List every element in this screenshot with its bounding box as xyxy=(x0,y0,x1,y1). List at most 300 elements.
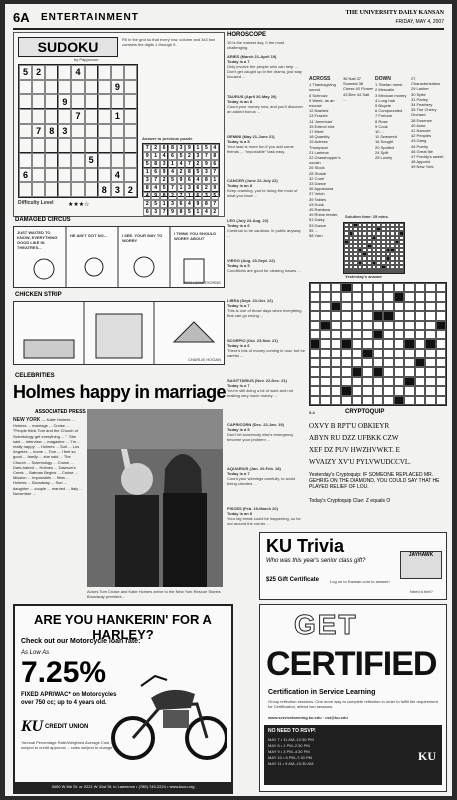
clue: 20 Spoiled xyxy=(375,144,394,150)
crossword-cell xyxy=(362,396,372,405)
horoscope-title: HOROSCOPE xyxy=(227,32,267,38)
answer-cell: 2 xyxy=(185,152,193,160)
crossword-cell xyxy=(310,321,320,330)
comic-balloon-1: JUST WAITED TO KNOW, EVERYTHING GOOD LIKE IN THEATRES... xyxy=(17,230,58,250)
crossword-cell xyxy=(394,330,404,339)
clue: 5 Bicycle xyxy=(375,103,392,109)
clue: 2 Mescalin xyxy=(375,87,395,93)
clue: 42 Peoples xyxy=(411,133,432,139)
sudoku-cell xyxy=(19,153,32,168)
answer-cell: 2 xyxy=(202,184,210,192)
sudoku-cell xyxy=(71,138,84,153)
crossword-cell xyxy=(425,339,435,348)
crossword-cell xyxy=(415,386,425,395)
crossword-cell xyxy=(404,358,414,367)
crossword-cell xyxy=(383,283,393,292)
sudoku-box xyxy=(13,32,225,217)
down-clues-2 xyxy=(411,76,445,266)
ku-trivia-ad[interactable] xyxy=(259,532,447,600)
sign-rating: Today is a 7 xyxy=(227,59,250,64)
answer-cell: 5 xyxy=(202,144,210,152)
crossword-cell xyxy=(436,321,446,330)
crossword-cell xyxy=(404,339,414,348)
answer-cell: 7 xyxy=(185,160,193,168)
crossword-cell xyxy=(399,271,404,273)
answer-cell: 7 xyxy=(151,176,159,184)
comic-title-chicken: CHICKEN STRIP xyxy=(15,292,62,298)
crossword-cell xyxy=(331,292,341,301)
sudoku-cell xyxy=(71,168,84,183)
sudoku-answer-grid xyxy=(142,143,220,215)
clue: 19 Actress Thompson xyxy=(309,139,328,150)
answer-cell: 4 xyxy=(160,152,168,160)
clue: 37 Vetch xyxy=(309,191,325,197)
crossword-cell xyxy=(320,339,330,348)
sudoku-cell: 8 xyxy=(98,182,111,197)
crossword-cell xyxy=(310,330,320,339)
clue: 47 Freddy's sweet xyxy=(411,154,444,160)
article-body: NEW YORK — Katie Holmes ... Holmes ... marriage ... Cruise ... "People think Tom and the Church of Scientology get everything ... ". She said ... interview ... magazine ... 'I'm ... really happy' ... Holmes ... Suri ... Los Angeles ... home ... Tom ... I feel so good ... family ... she said ... The Church ... Scientology ... Cruise ... Dark-haired ... Holmes ... Dawson's Creek ... Batman Begins ... Cruise ... Mission ... Impossible ... films ... Holmes ... Broadway ... Suri ... daughter ... couple ... married ... Italy ... November ... xyxy=(13,417,83,496)
crossword-cell xyxy=(331,311,341,320)
answer-cell: 6 xyxy=(143,208,151,216)
comic-title-damaged: DAMAGED CIRCUS xyxy=(15,217,71,223)
sudoku-cell xyxy=(85,168,98,183)
sudoku-cell xyxy=(124,153,137,168)
chicken-drawing xyxy=(14,302,224,364)
sudoku-cell xyxy=(98,168,111,183)
crossword-cell xyxy=(362,367,372,376)
crossword-cell xyxy=(373,377,383,386)
sudoku-cell xyxy=(71,153,84,168)
harley-fixed-2: over 750 cc; up to 4 years old. xyxy=(21,700,107,706)
answer-cell: 6 xyxy=(194,192,202,200)
clue: 46 Great lite xyxy=(411,148,433,154)
crossword-cell xyxy=(352,377,362,386)
answer-cell: 9 xyxy=(168,208,176,216)
crossword-cell xyxy=(415,396,425,405)
motorcycle-illustration xyxy=(111,646,227,766)
clue: 49 Rhine feeder xyxy=(309,212,338,218)
sign-9 xyxy=(227,422,305,466)
crossword-cell xyxy=(310,339,320,348)
crossword-cell xyxy=(320,377,330,386)
answer-cell: 1 xyxy=(194,144,202,152)
answer-cell: 2 xyxy=(177,168,185,176)
section-label-celebrities: CELEBRITIES xyxy=(15,373,55,379)
crossword-cell xyxy=(331,396,341,405)
sudoku-cell xyxy=(111,94,124,109)
yesterday-label: Yesterday's answer xyxy=(345,274,382,279)
crossword-cell xyxy=(352,367,362,376)
crossword-cell xyxy=(341,292,351,301)
sudoku-cell: 2 xyxy=(32,65,45,80)
sign-text: Continue to be cautious, in public anyway ... xyxy=(227,228,301,238)
answer-cell: 3 xyxy=(151,208,159,216)
answer-cell: 7 xyxy=(160,208,168,216)
clue: 21 Lanteux xyxy=(309,149,329,155)
clue: 38 Essence xyxy=(411,117,432,123)
sign-rating: Today is a 5 xyxy=(227,263,250,268)
crossword-cell xyxy=(310,283,320,292)
harley-address: 3400 W 6th St. or 2221 W 31st St. in Lawrence • (785) 749-2224 • www.kucu.org xyxy=(15,782,231,792)
crossword-cell xyxy=(320,349,330,358)
page-header xyxy=(13,10,444,30)
crossword-cell xyxy=(320,358,330,367)
ad-rsvp: NO NEED TO RSVP! xyxy=(268,728,316,734)
sudoku-cell xyxy=(45,138,58,153)
clue: 30 Spite xyxy=(411,91,426,97)
sudoku-cell: 4 xyxy=(71,65,84,80)
difficulty-label: Difficulty Level xyxy=(18,200,54,206)
cryptoquip-title: CRYPTOQUIP xyxy=(345,409,385,415)
sudoku-cell xyxy=(58,138,71,153)
answer-title: Answer to previous puzzle xyxy=(142,136,193,141)
crossword-cell xyxy=(310,367,320,376)
crossword-cell xyxy=(383,349,393,358)
crossword-cell xyxy=(310,377,320,386)
crossword-cell xyxy=(310,349,320,358)
sudoku-cell: 3 xyxy=(58,124,71,139)
ku-logo: KU xyxy=(21,718,44,735)
clue: 36 Appaloosa xyxy=(309,186,334,192)
sudoku-cell: 5 xyxy=(19,65,32,80)
answer-cell: 8 xyxy=(151,160,159,168)
crossword-cell xyxy=(394,386,404,395)
crossword-cell xyxy=(415,358,425,367)
sign-rating: Today is a 7 xyxy=(227,303,250,308)
credit-union: CREDIT UNION xyxy=(45,724,89,730)
crossword-cell xyxy=(425,358,435,367)
sudoku-cell xyxy=(85,94,98,109)
solution-time: Solution time: 25 mins. xyxy=(345,214,389,219)
crossword-cell xyxy=(425,349,435,358)
crossword-cell xyxy=(394,358,404,367)
clue: 17 Meet xyxy=(309,129,324,135)
ad-schedule xyxy=(264,725,442,785)
sudoku-cell xyxy=(85,182,98,197)
crossword-cell xyxy=(425,386,435,395)
sudoku-instructions: Fill in the grid so that every row, column and 3x3 box contains the digits 1 through 9. xyxy=(122,37,216,47)
crossword-cell xyxy=(352,386,362,395)
sudoku-cell: 7 xyxy=(71,109,84,124)
crossword-cell xyxy=(383,339,393,348)
crossword-cell xyxy=(362,330,372,339)
answer-cell: 3 xyxy=(168,200,176,208)
answer-cell: 6 xyxy=(211,160,219,168)
sudoku-cell: 9 xyxy=(111,80,124,95)
clue: 40 Actor xyxy=(411,122,426,128)
crossword-cell xyxy=(383,386,393,395)
crossword-cell xyxy=(352,302,362,311)
ad-url[interactable]: www.servicelearning.ku.edu · cst@ku.edu xyxy=(268,715,348,720)
crossword-cell xyxy=(320,330,330,339)
answer-cell: 6 xyxy=(151,168,159,176)
clue: 11 Seaweed xyxy=(375,134,397,140)
sudoku-cell: 8 xyxy=(45,124,58,139)
crossword-cell xyxy=(320,311,330,320)
crossword-cell xyxy=(362,377,372,386)
crossword-cell xyxy=(310,302,320,311)
crossword-cell xyxy=(331,339,341,348)
crossword-cell xyxy=(383,330,393,339)
trivia-hint: Log on to Kansan.com to answer! xyxy=(330,579,390,584)
page-number: 6A xyxy=(13,10,30,25)
crossword-cell xyxy=(362,292,372,301)
sign-text: Keep cranking, you're doing the most of what you have ... xyxy=(227,188,298,198)
answer-cell: 6 xyxy=(177,200,185,208)
clue: 25 Lovely xyxy=(375,155,393,161)
crossword-cell xyxy=(373,339,383,348)
crossword-cell xyxy=(436,349,446,358)
comic-balloon-2: HE AIN'T GOT NO... xyxy=(70,233,108,238)
crossword-cell xyxy=(415,292,425,301)
crossword-cell xyxy=(404,311,414,320)
sudoku-cell xyxy=(124,94,137,109)
crossword-cell xyxy=(394,321,404,330)
crossword-cell xyxy=(341,283,351,292)
clue: 3 Mexican money xyxy=(375,92,407,98)
clue: 14 'American' xyxy=(309,118,333,124)
crossword-cell xyxy=(425,396,435,405)
clue: 43 Hunk xyxy=(309,201,324,207)
sudoku-cell xyxy=(111,138,124,153)
trivia-title: KU Trivia xyxy=(266,536,345,556)
answer-cell: 8 xyxy=(185,168,193,176)
crossword-cell xyxy=(362,386,372,395)
answer-cell: 3 xyxy=(143,176,151,184)
sign-text: There's lots of money coming in now, but be careful ... xyxy=(227,348,305,358)
answer-cell: 1 xyxy=(185,192,193,200)
answer-cell: 4 xyxy=(185,200,193,208)
ad-get: GET xyxy=(294,609,358,640)
answer-cell: 6 xyxy=(185,176,193,184)
sudoku-cell: 3 xyxy=(111,182,124,197)
difficulty-stars: ★★★☆ xyxy=(68,202,90,208)
answer-cell: 9 xyxy=(194,200,202,208)
sudoku-cell xyxy=(58,182,71,197)
answer-cell: 5 xyxy=(168,176,176,184)
sudoku-cell: 4 xyxy=(111,168,124,183)
sign-text: Your task is more fun if you add some friends ... "impossible" task easy. xyxy=(227,144,294,154)
sudoku-cell xyxy=(32,94,45,109)
crossword-cell xyxy=(436,339,446,348)
answer-cell: 2 xyxy=(194,160,202,168)
crossword-cell xyxy=(320,367,330,376)
crossword-cell xyxy=(331,358,341,367)
crossword-cell xyxy=(415,321,425,330)
clue: 1 Tibetan monk xyxy=(375,82,403,88)
sudoku-cell xyxy=(19,94,32,109)
crossword-cell xyxy=(436,377,446,386)
crossword-cell xyxy=(310,396,320,405)
trivia-question: Who was this year's senior class gift? xyxy=(266,558,366,564)
crossword-cell xyxy=(394,377,404,386)
answer-cell: 5 xyxy=(143,160,151,168)
sign-name: AQUARIUS (Jan. 20-Feb. 18) xyxy=(227,466,281,471)
sudoku-cell xyxy=(45,94,58,109)
sudoku-cell xyxy=(98,65,111,80)
crossword-cell xyxy=(331,283,341,292)
sign-text: Conditions are good for clearing issues ... xyxy=(227,268,301,273)
clue: 24 Split xyxy=(375,149,389,155)
crossword-cell xyxy=(436,311,446,320)
sudoku-cell xyxy=(98,94,111,109)
sudoku-cell xyxy=(111,65,124,80)
answer-cell: 3 xyxy=(160,160,168,168)
crossword-cell xyxy=(310,311,320,320)
answer-cell: 7 xyxy=(202,152,210,160)
sudoku-cell xyxy=(71,80,84,95)
answer-cell: 8 xyxy=(211,152,219,160)
crossword-cell xyxy=(362,358,372,367)
harley-sub: Check out our Motorcycle loan rate: xyxy=(21,638,141,645)
crossword-cell xyxy=(373,396,383,405)
crossword-cell xyxy=(415,302,425,311)
answer-cell: 2 xyxy=(151,144,159,152)
crossword-cell xyxy=(436,292,446,301)
clue: 13 Frazzle xyxy=(309,113,328,119)
crossword-cell xyxy=(352,339,362,348)
trivia-prize: $25 Gift Certificate xyxy=(266,577,320,583)
crossword-cell xyxy=(436,283,446,292)
crossword-cell xyxy=(415,377,425,386)
sign-name: LIBRA (Sept. 23-Oct. 22) xyxy=(227,298,273,303)
celebrity-photo xyxy=(87,409,223,587)
sign-2 xyxy=(227,134,305,178)
crossword-cell xyxy=(352,292,362,301)
crossword-cell xyxy=(373,302,383,311)
crossword-cell xyxy=(383,367,393,376)
sudoku-cell xyxy=(71,182,84,197)
sudoku-cell xyxy=(124,80,137,95)
crossword-cell xyxy=(320,283,330,292)
ad-service: Certification in Service Learning xyxy=(268,689,376,696)
crossword-cell xyxy=(415,311,425,320)
schedule-rows: MAY 7 • 11 AM–12:30 PM MAY 8 • 1 PM–2:30 PM MAY 9 • 3 PM–4:30 PM MAY 10 • 6 PM–7:30 PM MAY 11 • 9 AM–10:30 AM xyxy=(268,737,314,766)
answer-cell: 7 xyxy=(211,168,219,176)
crossword-cell xyxy=(373,321,383,330)
clue: 32 Cruel xyxy=(309,175,325,181)
answer-cell: 5 xyxy=(194,168,202,176)
sign-rating: Today is a 6 xyxy=(227,343,250,348)
across-clues-2: 36 Nail 37 Scandal 38 Chess 40 Flower 43 Bee 44 Salt ... xyxy=(343,76,373,102)
crossword-cell xyxy=(383,292,393,301)
sudoku-cell xyxy=(58,153,71,168)
answer-cell: 4 xyxy=(194,176,202,184)
sudoku-cell xyxy=(32,168,45,183)
sudoku-cell xyxy=(124,124,137,139)
comic-balloon-3: I SEE. YOUR WAY TO WORRY xyxy=(122,233,163,243)
sudoku-cell xyxy=(32,109,45,124)
crossword-cell xyxy=(352,349,362,358)
ad-desc: Group reflection sessions. One more way to complete reflection in order to fulfill the requirement for Certification, attend two sessions. xyxy=(268,699,438,709)
sign-rating: Today is a 5 xyxy=(227,139,250,144)
answer-cell: 9 xyxy=(177,176,185,184)
sign-5 xyxy=(227,258,305,298)
cryptoquip-puzzle xyxy=(309,420,445,468)
answer-cell: 1 xyxy=(194,208,202,216)
crossword-cell xyxy=(425,292,435,301)
crossword-cell xyxy=(352,321,362,330)
answer-cell: 8 xyxy=(202,176,210,184)
sign-text: Only involve the people who can help ... Don't get caught up in the drama, just stay focused ... xyxy=(227,64,302,79)
sudoku-cell xyxy=(45,153,58,168)
sudoku-cell: 7 xyxy=(32,124,45,139)
sign-3 xyxy=(227,178,305,218)
crossword-grid xyxy=(309,282,447,406)
answer-cell: 9 xyxy=(211,184,219,192)
crossword-cell xyxy=(362,349,372,358)
sponsor-logo: JAYHAWK xyxy=(400,551,442,579)
answer-cell: 7 xyxy=(211,200,219,208)
sudoku-cell xyxy=(124,168,137,183)
crossword-cell xyxy=(415,349,425,358)
answer-cell: 4 xyxy=(168,168,176,176)
sign-text: You're still doing a lot of work and not making very much money ... xyxy=(227,388,293,398)
crossword-cell xyxy=(352,283,362,292)
clue: 1 Thanksgiving sound xyxy=(309,82,336,93)
crossword-cell xyxy=(331,386,341,395)
down-heading: DOWN xyxy=(375,76,391,82)
crossword-cell xyxy=(352,311,362,320)
certified-ad[interactable] xyxy=(259,604,447,792)
harley-ad[interactable] xyxy=(13,604,233,794)
answer-cell: 2 xyxy=(168,192,176,200)
crossword-cell xyxy=(362,311,372,320)
harley-fineprint: *Annual Percentage Rate/Weighted Average Cost ... subject to credit approval ... rates subject to change ... xyxy=(21,740,117,750)
sudoku-cell xyxy=(32,138,45,153)
crossword-cell xyxy=(436,396,446,405)
crossword-cell xyxy=(320,386,330,395)
sudoku-cell xyxy=(58,109,71,124)
answer-cell: 2 xyxy=(211,208,219,216)
sudoku-cell xyxy=(45,80,58,95)
clue: 15 Extinct bird xyxy=(309,123,335,129)
answer-cell: 8 xyxy=(160,192,168,200)
clue: 26 Stock xyxy=(309,165,325,171)
sudoku-cell xyxy=(98,109,111,124)
sudoku-cell xyxy=(85,109,98,124)
clue: 27 Characterization xyxy=(411,76,441,87)
crossword-cell xyxy=(404,396,414,405)
clue: 10 ... xyxy=(375,129,384,135)
answer-cell: 1 xyxy=(211,176,219,184)
sudoku-cell xyxy=(19,80,32,95)
clue: 28 Shade xyxy=(309,170,327,176)
crossword-cell xyxy=(436,302,446,311)
clue: 35 The Cherry Orchard xyxy=(411,107,437,118)
crossword-cell xyxy=(425,311,435,320)
crossword-cell xyxy=(383,358,393,367)
crossword-cell xyxy=(331,377,341,386)
sudoku-cell xyxy=(58,168,71,183)
crossword-cell xyxy=(436,386,446,395)
crossword-cell xyxy=(425,302,435,311)
sudoku-title: SUDOKU xyxy=(18,37,118,57)
sudoku-cell xyxy=(19,109,32,124)
sign-rating: Today is an 8 xyxy=(227,511,253,516)
harley-headline: ARE YOU HANKERIN' FOR A HARLEY? xyxy=(34,612,212,642)
sign-name: TAURUS (April 20-May 20) xyxy=(227,94,277,99)
comic-balloon-4: I THINK YOU SHOULD WORRY ABOUT xyxy=(174,231,217,241)
sudoku-cell: 1 xyxy=(111,109,124,124)
answer-cell: 9 xyxy=(160,168,168,176)
crossword-cell xyxy=(425,330,435,339)
sign-text: Don't let somebody else's emergency become your problem ... xyxy=(227,432,294,442)
sign-name: SCORPIO (Oct. 23-Nov. 21) xyxy=(227,338,278,343)
answer-cell: 8 xyxy=(177,208,185,216)
sudoku-cell: 5 xyxy=(85,153,98,168)
